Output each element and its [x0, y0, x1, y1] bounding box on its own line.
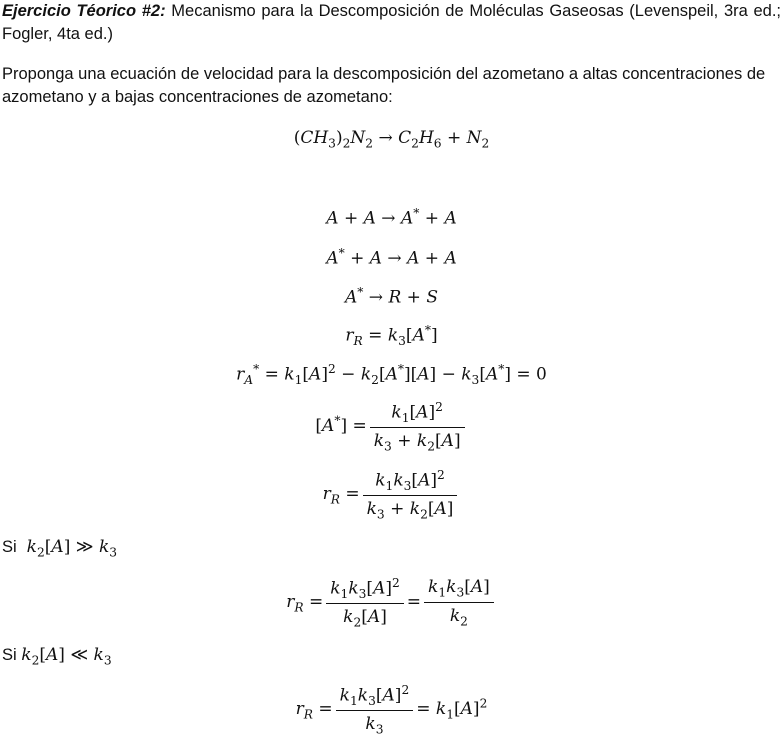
exercise-title	[2, 0, 781, 46]
case-low-concentration-condition: Si $k_2[A]$ ≪ $k_3$	[2, 645, 112, 668]
rate-law-equation: $r_R$ = $\frac{k_1k_3[A]^2}{k_3 + k_2[A]}$	[0, 468, 783, 521]
mechanism-step-3: A* → R + S	[345, 285, 438, 308]
pssh-equation: $r_A^* = k_1[A]^2 - k_2[A^*][A] - k_3[A^*] = 0$	[236, 362, 547, 387]
low-concentration-rate-equation: $r_R$ = $\frac{k_1k_3[A]^2}{k_3}$ = $k_1[A]^2$	[295, 683, 488, 736]
intermediate-concentration-equation: [A*] = $\frac{k_1[A]^2}{k_3 + k_2[A]}$	[0, 400, 783, 453]
exercise-title-text: Mecanismo para la Descomposición de Moléculas Gaseosas (Levenspeil, 3ra ed.; Fogler, 4ta ed.)	[2, 2, 781, 43]
case-1-label: Si	[2, 538, 17, 556]
case-2-label: Si	[2, 646, 17, 664]
high-concentration-rate-equation: $r_R$ = $\frac{k_1k_3[A]^2}{k_2[A]}$ = $\frac{k_1k_3[A]}{k_2}$	[0, 576, 783, 629]
overall-reaction-equation: $(CH_3)_2N_2 \to C_2H_6 + N_2$	[293, 128, 490, 151]
mechanism-step-1: A + A → A* + A	[326, 206, 457, 229]
exercise-title-bold: Ejercicio Téorico #2:	[2, 2, 166, 20]
mechanism-step-2: A* + A → A + A	[326, 246, 457, 269]
case-high-concentration-condition: Si $k_2[A]$ ≫ $k_3$	[2, 537, 118, 560]
exercise-prompt: Proponga una ecuación de velocidad para la descomposición del azometano a altas concentraciones de azometano y a bajas concentraciones de azometano:	[2, 65, 766, 106]
rate-r-equation: $r_R = k_3[A^*]$	[345, 323, 438, 348]
